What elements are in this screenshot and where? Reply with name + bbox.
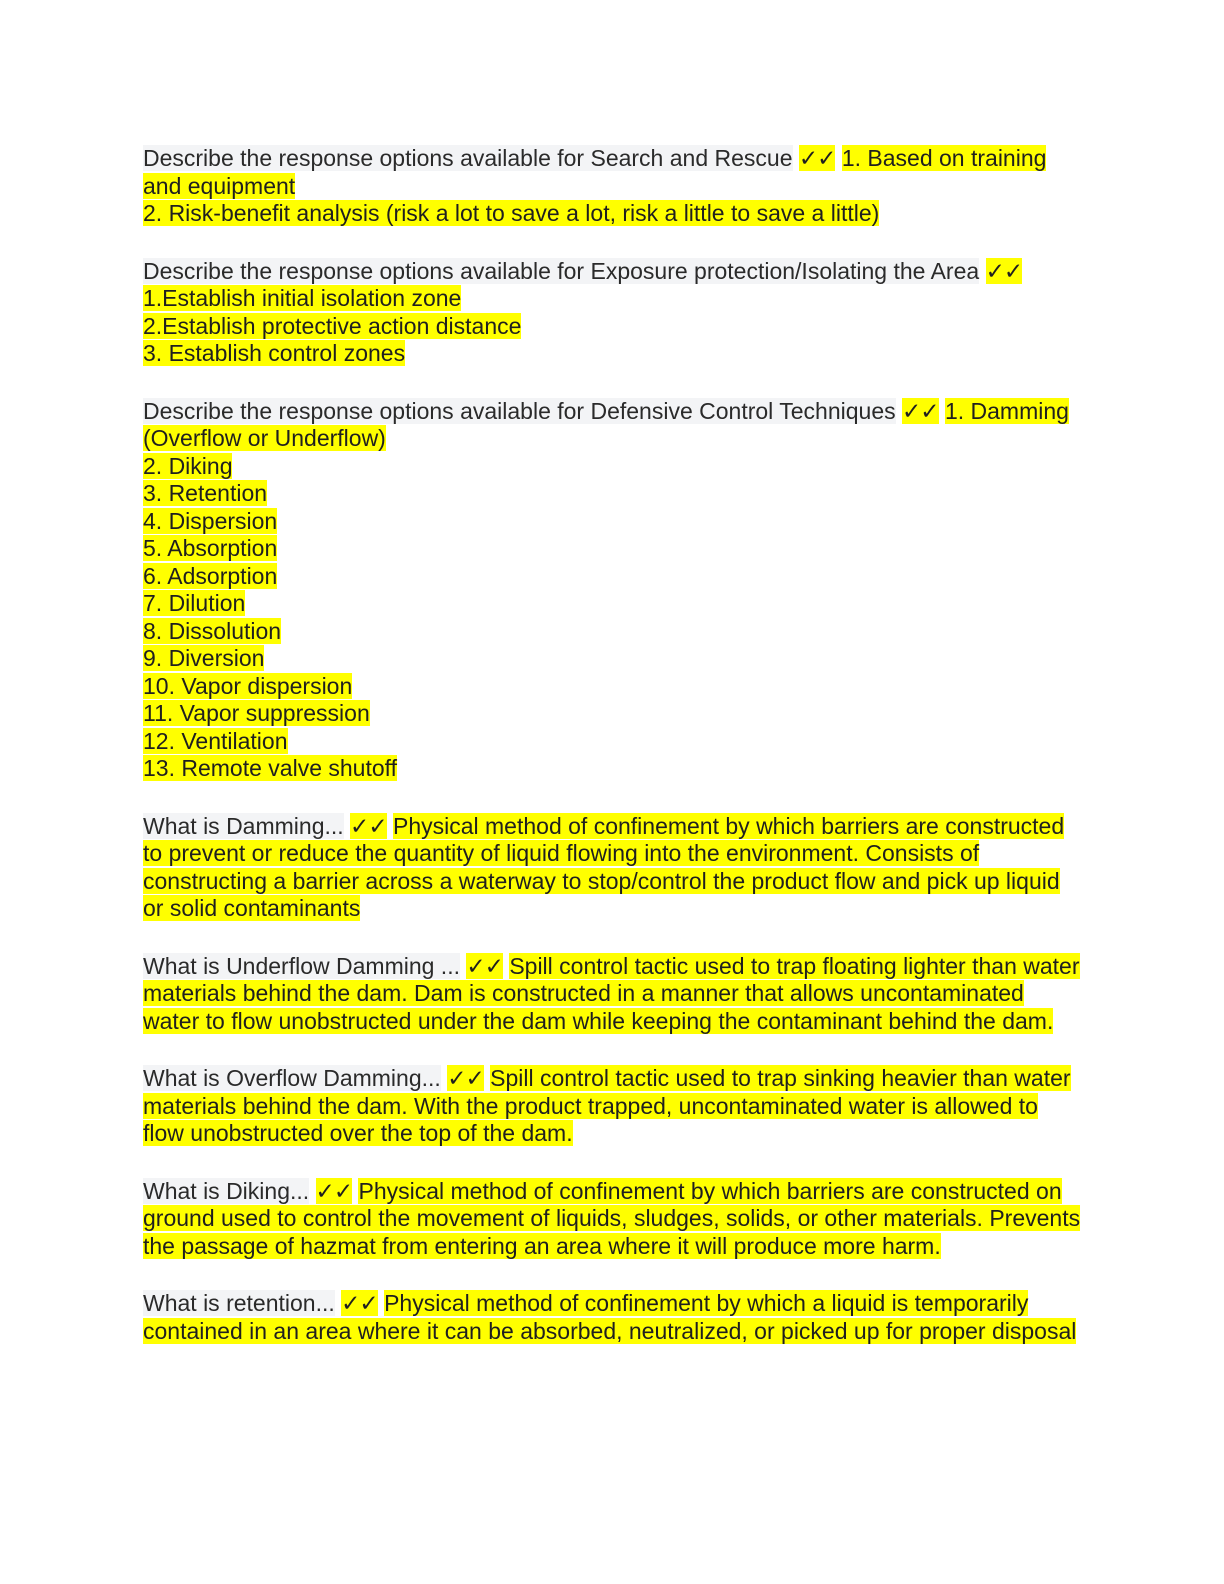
question-text: Describe the response options available for Defensive Control Techniques: [143, 397, 896, 424]
qa-item-overflow-damming: [143, 1065, 1083, 1148]
double-check-icon: ✓✓: [350, 812, 387, 839]
answer-line: 4. Dispersion: [143, 507, 278, 534]
qa-item-retention: [143, 1290, 1083, 1345]
double-check-icon: ✓✓: [447, 1065, 484, 1091]
double-check-icon: ✓✓: [315, 1177, 353, 1204]
answer-text: Physical method of confinement by which a liquid is temporarily contained in an area where it can be absorbed, neutralized, or picked up for proper disposal: [143, 1290, 1077, 1344]
answer-line: 13. Remote valve shutoff: [143, 755, 397, 781]
question-text: Describe the response options available for Search and Rescue: [143, 145, 793, 171]
double-check-icon: ✓✓: [798, 145, 836, 171]
answer-text: 1. Based on training and equipment: [143, 145, 1047, 199]
question-text: What is Overflow Damming...: [143, 1065, 441, 1091]
question-text: What is Underflow Damming ...: [143, 952, 460, 979]
answer-line: 1.Establish initial isolation zone: [143, 285, 462, 311]
answer-line: 6. Adsorption: [143, 562, 278, 589]
answer-line: 9. Diversion: [143, 645, 265, 671]
answer-text: Spill control tactic used to trap sinking heavier than water materials behind the dam. With the product trapped, uncontaminated water is allowed to flow unobstructed over the top of the dam.: [143, 1065, 1071, 1146]
answer-line: 3. Establish control zones: [143, 340, 406, 366]
answer-text: Spill control tactic used to trap floating lighter than water materials behind the dam. Dam is constructed in a manner that allows uncontaminated water to flow unobstructed under the dam while keeping the contaminant behind the dam.: [143, 952, 1080, 1034]
qa-item-defensive-control: [143, 398, 1083, 783]
document-page: [143, 145, 1083, 1375]
question-text: What is Diking...: [143, 1177, 310, 1204]
qa-item-diking: [143, 1178, 1083, 1261]
answer-line: 2.Establish protective action distance: [143, 312, 522, 339]
question-text: What is retention...: [143, 1290, 335, 1316]
answer-line: 11. Vapor suppression: [143, 700, 370, 726]
question-text: Describe the response options available for Exposure protection/Isolating the Area: [143, 257, 980, 284]
qa-item-underflow-damming: [143, 953, 1083, 1036]
qa-item-search-and-rescue: [143, 145, 1083, 228]
double-check-icon: ✓✓: [985, 257, 1023, 284]
answer-line: 10. Vapor dispersion: [143, 672, 353, 699]
answer-line: 5. Absorption: [143, 535, 278, 561]
answer-text: Physical method of confinement by which barriers are constructed on ground used to control the movement of liquids, sludges, solids, or other materials. Prevents the passage of hazmat from entering an area where it will produce more harm.: [143, 1177, 1081, 1259]
answer-text: Physical method of confinement by which barriers are constructed to prevent or reduce the quantity of liquid flowing into the environment. Consists of constructing a barrier across a waterway to stop/control the product flow and pick up liquid or solid contaminants: [143, 812, 1065, 921]
answer-line: 12. Ventilation: [143, 727, 288, 754]
answer-line: 2. Diking: [143, 452, 233, 479]
double-check-icon: ✓✓: [341, 1290, 378, 1316]
answer-text: 1. Damming (Overflow or Underflow): [143, 397, 1069, 451]
answer-line: 7. Dilution: [143, 590, 246, 616]
answer-line: 2. Risk-benefit analysis (risk a lot to save a lot, risk a little to save a little): [143, 200, 880, 226]
qa-item-damming: [143, 813, 1083, 923]
answer-line: 8. Dissolution: [143, 617, 282, 644]
answer-line: 3. Retention: [143, 480, 268, 506]
double-check-icon: ✓✓: [466, 952, 503, 979]
question-text: What is Damming...: [143, 812, 344, 839]
qa-item-exposure-protection: [143, 258, 1083, 368]
double-check-icon: ✓✓: [902, 397, 939, 424]
